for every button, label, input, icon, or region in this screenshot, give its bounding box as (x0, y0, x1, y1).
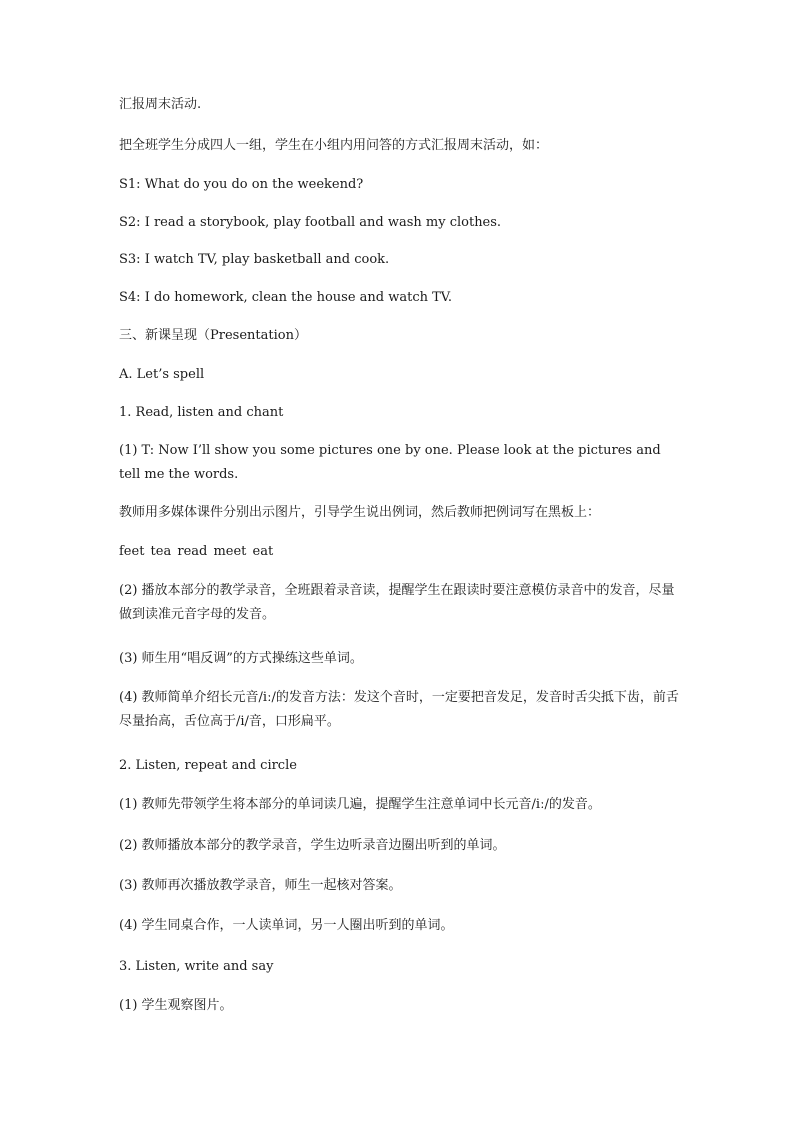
paragraph-pair-work: (4) 学生同桌合作，一人读单词，另一人圈出听到的单词。 (119, 918, 454, 933)
subheading-lets-spell: A. Let’s spell (119, 367, 205, 382)
paragraph-circle-words: (2) 教师播放本部分的教学录音，学生边听录音边圈出听到的单词。 (119, 838, 506, 853)
paragraph-play-recording: (2) 播放本部分的教学录音，全班跟着录音读，提醒学生在跟读时要注意模仿录音中的发音，尽量做到读准元音字母的发音。 (119, 583, 675, 622)
paragraph-lead-reading: (1) 教师先带领学生将本部分的单词读几遍，提醒学生注意单词中长元音/iː/的发音。 (119, 797, 601, 812)
dialogue-s3: S3: I watch TV, play basketball and cook. (119, 252, 390, 267)
section-heading-presentation: 三、新课呈现（Presentation） (119, 328, 307, 343)
example-words: feet tea read meet eat (119, 544, 274, 559)
paragraph-group-instruction: 把全班学生分成四人一组，学生在小组内用问答的方式汇报周末活动，如： (119, 138, 549, 153)
paragraph-check-answers: (3) 教师再次播放教学录音，师生一起核对答案。 (119, 878, 402, 893)
step-read-listen-chant: 1. Read, listen and chant (119, 405, 284, 420)
paragraph-multimedia: 教师用多媒体课件分别出示图片，引导学生说出例词，然后教师把例词写在黑板上： (119, 505, 601, 520)
paragraph-opposite-game: (3) 师生用“唱反调”的方式操练这些单词。 (119, 651, 363, 666)
paragraph-teacher-pictures: (1) T: Now I’ll show you some pictures one by one. Please look at the pictures and tell me the words. (119, 443, 661, 482)
paragraph-observe-pictures: (1) 学生观察图片。 (119, 998, 233, 1013)
paragraph-long-vowel: (4) 教师简单介绍长元音/iː/的发音方法：发这个音时，一定要把音发足，发音时舌尖抵下齿，前舌尽量抬高，舌位高于/i/音，口形扁平。 (119, 690, 679, 729)
paragraph-report-weekend: 汇报周末活动. (119, 97, 202, 112)
dialogue-s4: S4: I do homework, clean the house and watch TV. (119, 290, 453, 305)
dialogue-s1: S1: What do you do on the weekend? (119, 177, 364, 192)
step-listen-write-say: 3. Listen, write and say (119, 959, 274, 974)
dialogue-s2: S2: I read a storybook, play football and wash my clothes. (119, 215, 502, 230)
step-listen-repeat-circle: 2. Listen, repeat and circle (119, 758, 297, 773)
